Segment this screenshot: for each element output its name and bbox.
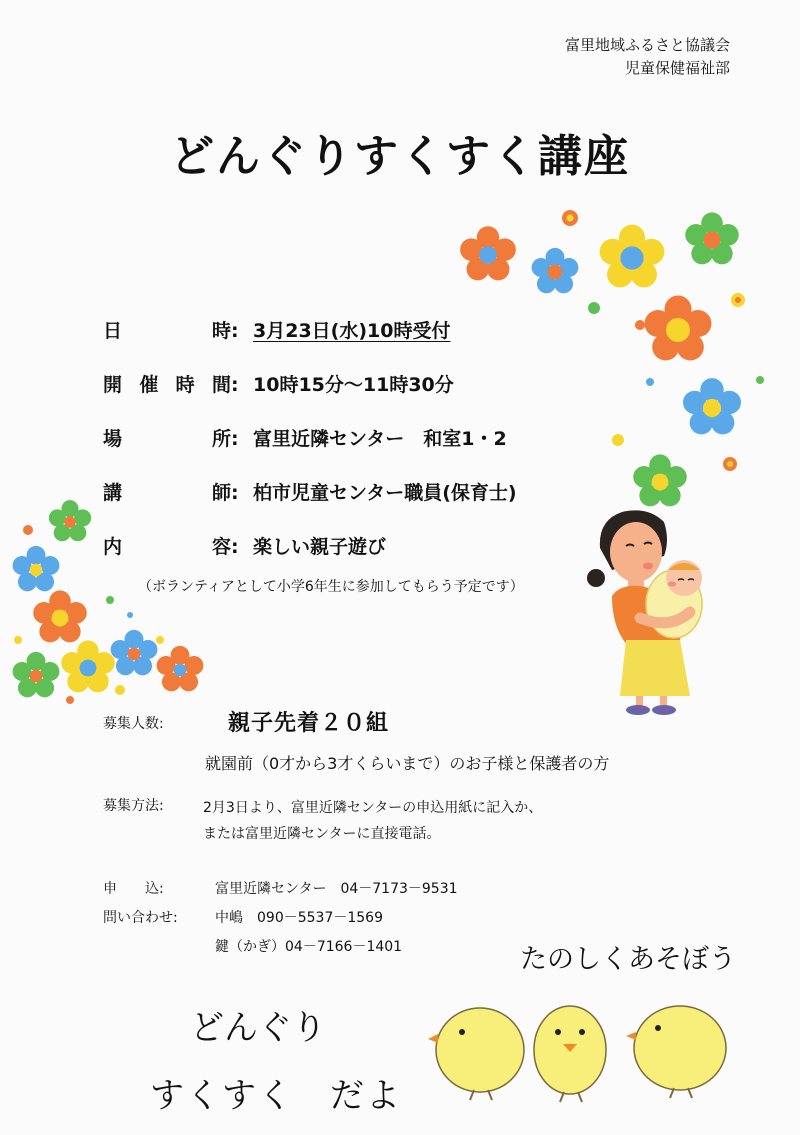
flower-icon — [13, 652, 60, 697]
info-row-content — [103, 532, 386, 559]
info-label: 開催時間 — [103, 374, 231, 396]
volunteer-note: （ボランティアとして小学6年生に参加してもらう予定です） — [138, 579, 524, 595]
flower-icon — [645, 296, 712, 361]
flower-icon — [111, 630, 158, 675]
organizer-department: 児童保健福祉部 — [624, 59, 730, 77]
flower-icon — [532, 248, 579, 293]
chick-icon — [534, 1006, 606, 1102]
contact-value: 鍵（かぎ）04－7166－1401 — [215, 939, 403, 955]
method-line: または富里近隣センターに直接電話。 — [203, 826, 441, 842]
info-row-place — [103, 424, 507, 451]
flower-icon — [633, 454, 687, 506]
organizer-name: 富里地域ふるさと協議会 — [564, 36, 730, 54]
info-label: 場所 — [103, 428, 231, 450]
contact-label: 問い合わせ: — [103, 910, 178, 926]
info-value: 10時15分～11時30分 — [253, 374, 454, 396]
flower-icon — [61, 640, 115, 692]
info-label: 内容 — [103, 536, 231, 558]
contact-info — [103, 875, 458, 962]
info-colon: : — [231, 428, 239, 450]
info-colon: : — [231, 482, 239, 504]
flower-icon — [460, 226, 516, 280]
flower-icon — [685, 212, 739, 264]
info-colon: : — [231, 374, 239, 396]
mother-and-baby-illustration — [587, 510, 702, 715]
recruit-label: 募集人数: — [103, 716, 164, 732]
contact-value: 中嶋 090－5537－1569 — [215, 910, 383, 926]
info-label: 講師 — [103, 482, 231, 504]
slogan-sukusuku: すくすく だよ — [150, 1076, 402, 1116]
flower-icon — [49, 500, 91, 541]
info-colon: : — [231, 320, 239, 342]
method-label: 募集方法: — [103, 798, 164, 814]
flower-icon — [600, 225, 665, 288]
info-value: 柏市児童センター職員(保育士) — [253, 482, 517, 504]
slogan-lets-play: たのしくあそぼう — [520, 944, 736, 975]
info-value: 富里近隣センター 和室1・2 — [253, 428, 507, 450]
contact-inquiry — [103, 904, 458, 933]
chick-icon — [428, 1008, 524, 1100]
flower-icon — [13, 546, 60, 591]
page-title: どんぐりすくすく講座 — [170, 131, 630, 182]
method-value — [203, 795, 542, 847]
info-colon: : — [231, 536, 239, 558]
method-line: 2月3日より、富里近隣センターの申込用紙に記入か、 — [203, 800, 543, 816]
flower-icon — [683, 378, 741, 434]
info-value: 3月23日(水)10時受付 — [253, 320, 451, 342]
recruit-eligibility: 就園前（0才から3才くらいまで）のお子様と保護者の方 — [205, 754, 610, 773]
info-label: 日時 — [103, 320, 231, 342]
contact-inquiry-2 — [103, 933, 458, 962]
info-row-time — [103, 370, 454, 397]
organizer — [565, 34, 730, 80]
info-row-date — [103, 316, 450, 343]
recruit-value: 親子先着２０組 — [228, 711, 390, 736]
contact-label: 申 込: — [103, 881, 164, 897]
chick-icon — [626, 1006, 726, 1098]
contact-value: 富里近隣センター 04－7173－9531 — [215, 881, 458, 897]
flower-icon — [33, 590, 87, 642]
info-row-instructor — [103, 478, 517, 505]
contact-apply — [103, 875, 458, 904]
flower-icon — [157, 646, 204, 691]
info-value: 楽しい親子遊び — [253, 536, 387, 558]
slogan-donguri: どんぐり — [190, 1008, 326, 1048]
